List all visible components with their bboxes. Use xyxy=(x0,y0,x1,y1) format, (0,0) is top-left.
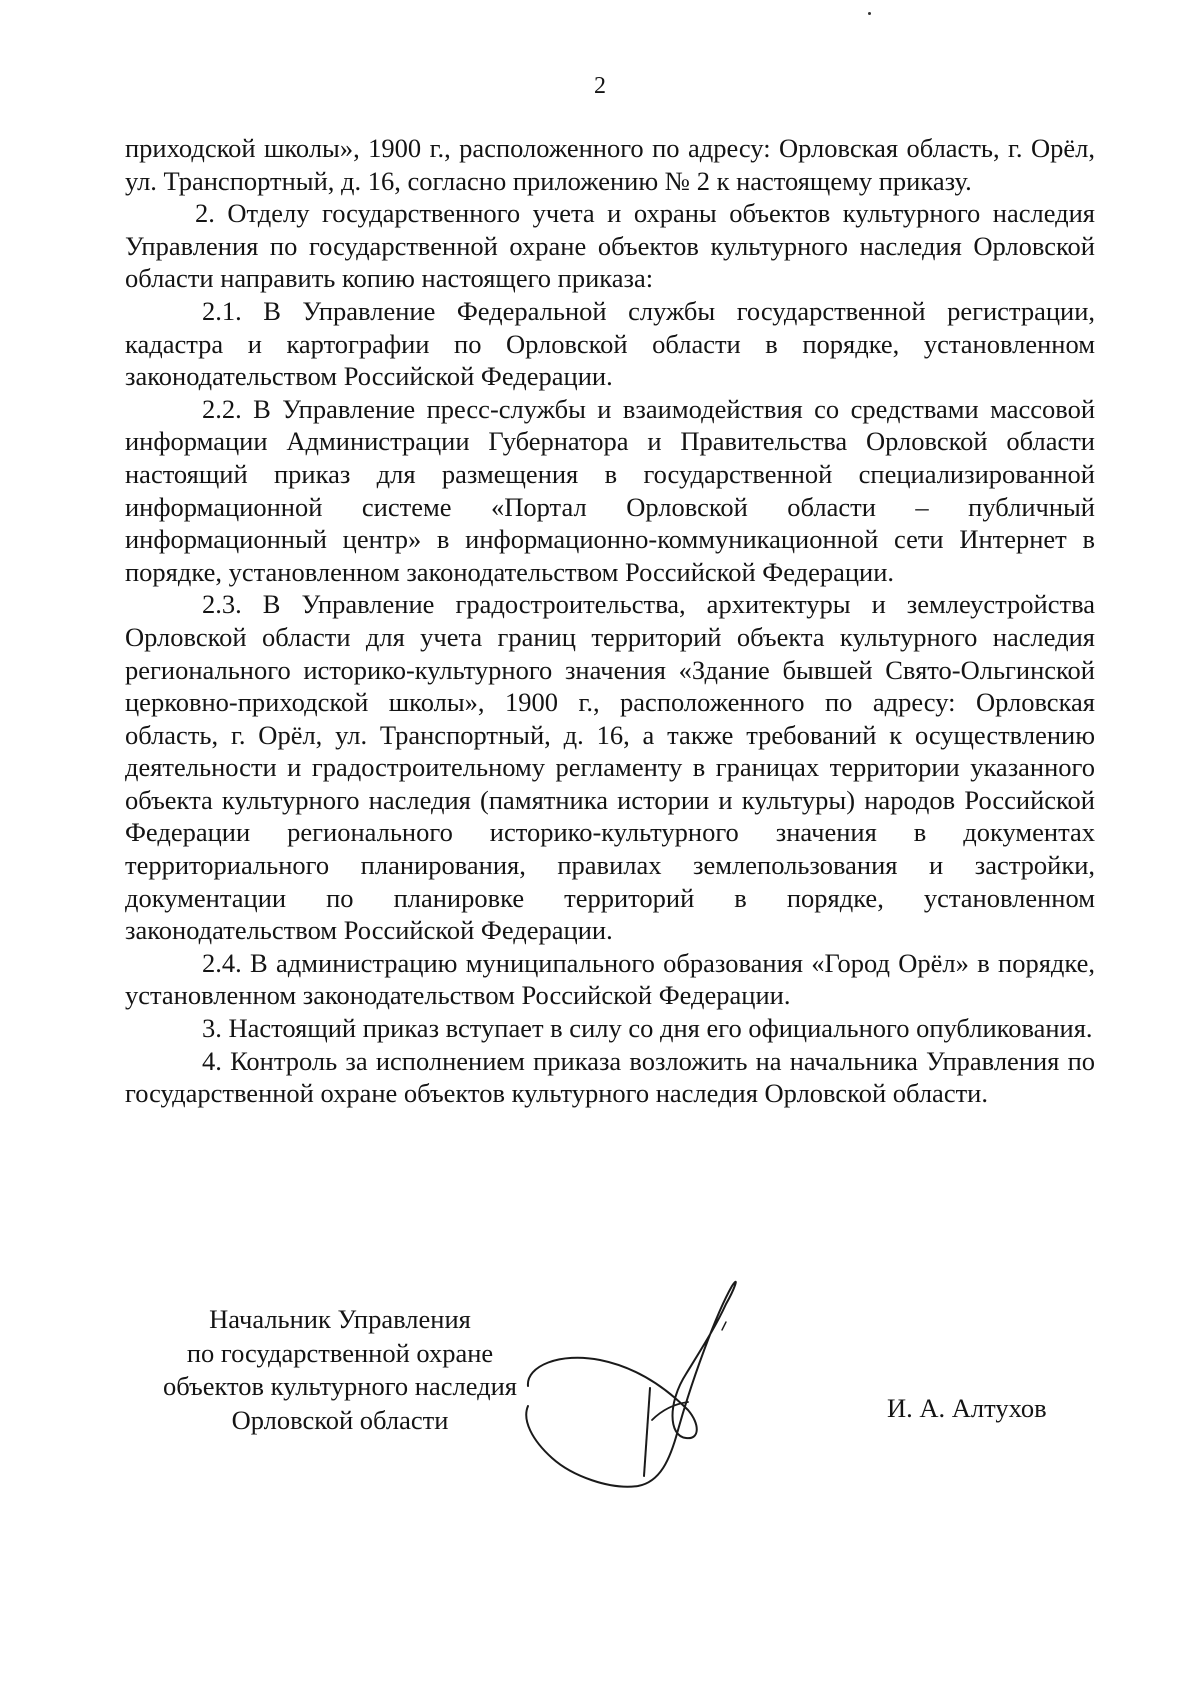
signatory-title-line: по государственной охране xyxy=(186,1337,494,1368)
paragraph-item-4: 4. Контроль за исполнением приказа возложить на начальника Управления по государственной охране объектов культурного наследия Орловской области. xyxy=(125,1045,1095,1109)
signatory-title-line: Орловской области xyxy=(231,1404,449,1435)
scan-speck xyxy=(868,12,871,15)
signatory-title-line: Начальник Управления xyxy=(209,1304,471,1334)
paragraph-item-2-2: 2.2. В Управление пресс-службы и взаимодействия со средствами массовой информации Администрации Губернатора и Правительства Орловской области настоящий приказ для размещения в государственной специализированной информационной системе «Портал Орловской области – публичный информационный центр» в информационно-коммуникационной сети Интернет в порядке, установленном законодательством Российской Федерации. xyxy=(125,393,1095,587)
signatory-title xyxy=(140,1303,540,1437)
signatory-name: И. А. Алтухов xyxy=(887,1393,1047,1423)
paragraph-continuation: приходской школы», 1900 г., расположенного по адресу: Орловская область, г. Орёл, ул. Транспортный, д. 16, согласно приложению № 2 к настоящему приказу. xyxy=(125,133,1095,196)
paragraph-item-2-1: 2.1. В Управление Федеральной службы государственной регистрации, кадастра и картографии по Орловской области в порядке, установленном законодательством Российской Федерации. xyxy=(125,295,1095,392)
paragraph-item-3: 3. Настоящий приказ вступает в силу со дня его официального опубликования. xyxy=(202,1013,1093,1044)
paragraph-item-2-4: 2.4. В администрацию муниципального образования «Город Орёл» в порядке, установленном законодательством Российской Федерации. xyxy=(125,947,1095,1011)
paragraph-item-2-3: 2.3. В Управление градостроительства, архитектуры и землеустройства Орловской области для учета границ территорий объекта культурного наследия регионального историко-культурного значения «Здание бывшей Свято-Ольгинской церковно-приходской школы», 1900 г., расположенного по адресу: Орловская область, г. Орёл, ул. Транспортный, д. 16, а также требований к осуществлению деятельности и градостроительному регламенту в границах территории указанного объекта культурного наследия (памятника истории и культуры) народов Российской Федерации регионального историко-культурного значения в документах территориального планирования, правилах землепользования и застройки, документации по планировке территорий в порядке, установленном законодательством Российской Федерации. xyxy=(125,589,1095,946)
paragraph-item-2: 2. Отделу государственного учета и охраны объектов культурного наследия Управления по государственной охране объектов культурного наследия Орловской области направить копию настоящего приказа: xyxy=(125,198,1095,294)
document-body xyxy=(125,132,1095,1110)
signatory-title-line: объектов культурного наследия xyxy=(162,1371,517,1401)
handwritten-signature xyxy=(520,1270,810,1500)
page-number: 2 xyxy=(594,73,606,99)
